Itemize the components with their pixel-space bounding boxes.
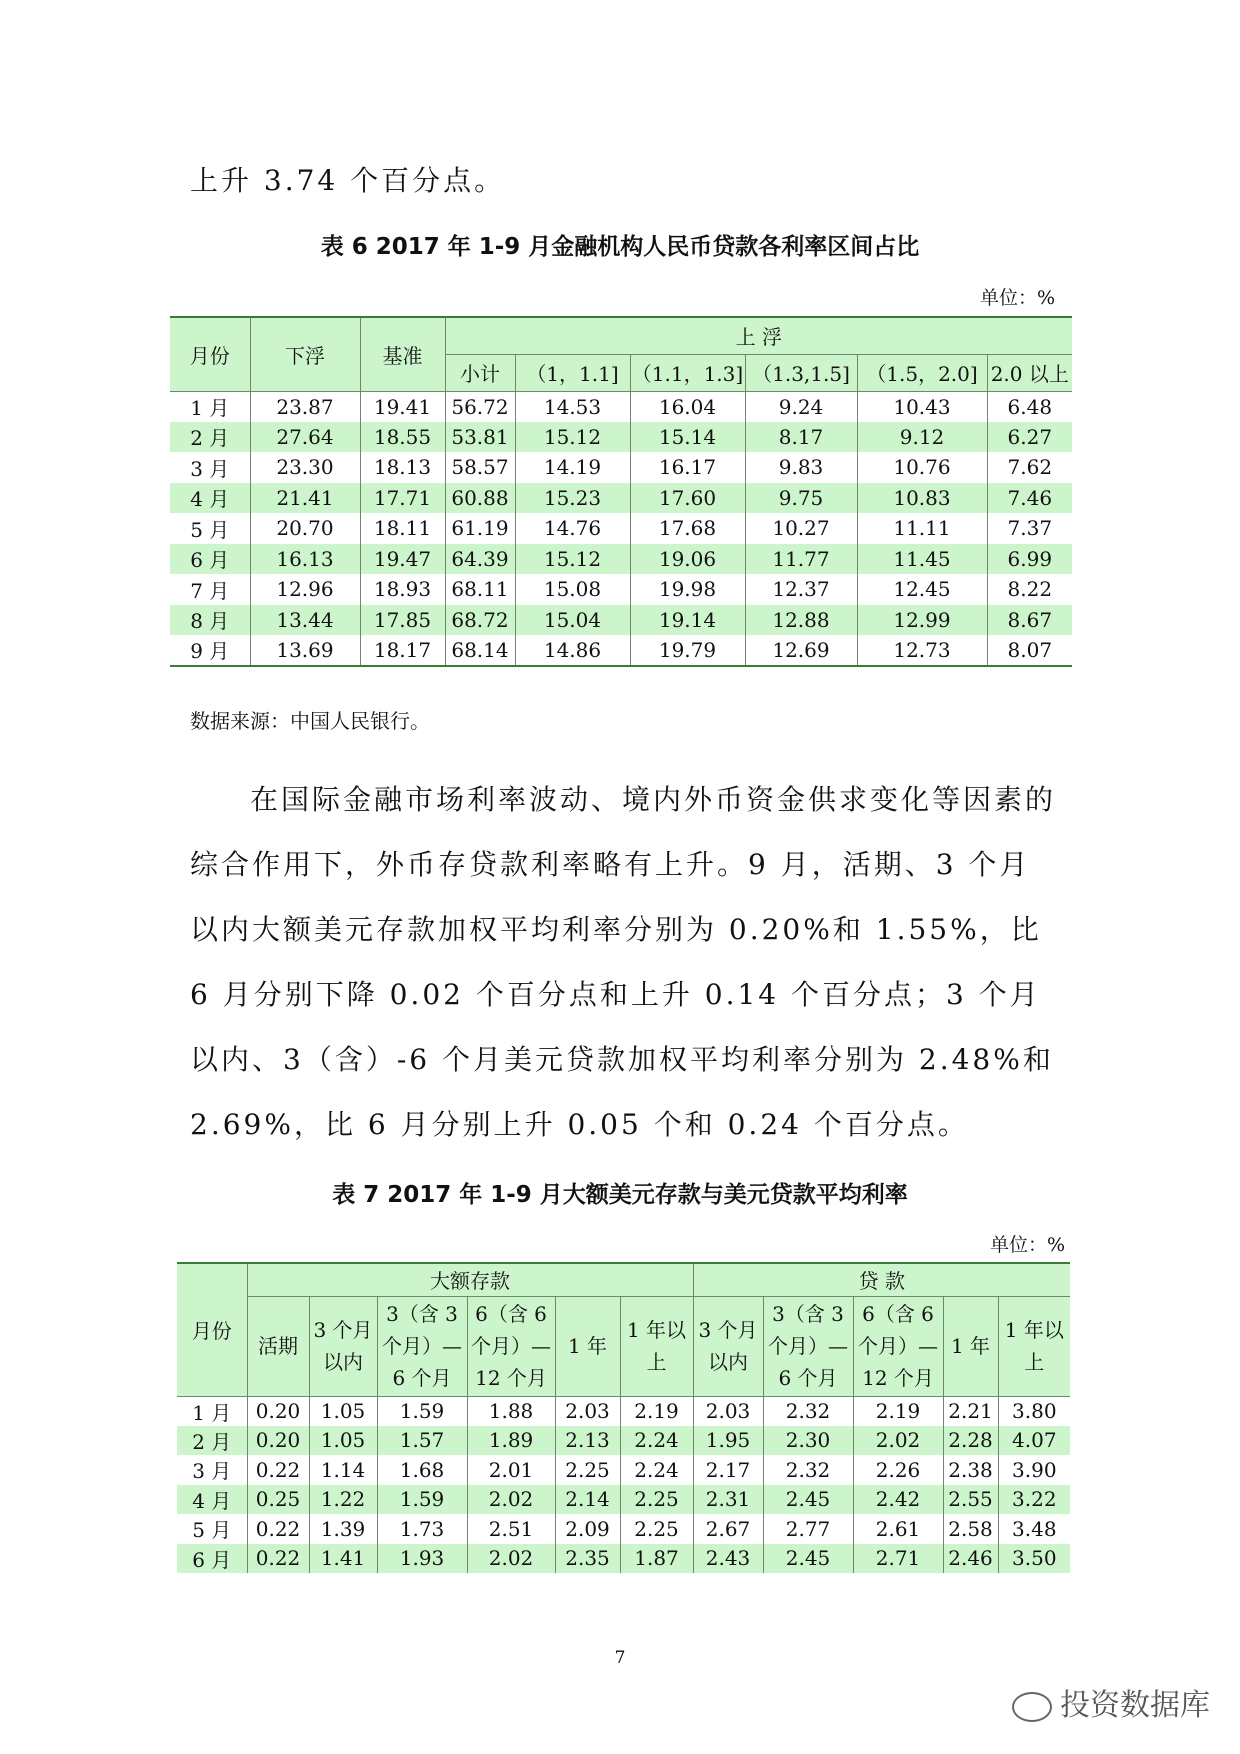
row-month: 3 月 — [170, 452, 250, 483]
table-cell: 13.44 — [250, 605, 360, 636]
table-cell: 0.20 — [247, 1426, 309, 1456]
t7-subheader: 1 年 — [555, 1296, 620, 1396]
table-cell: 15.23 — [515, 483, 630, 514]
t7-subheader: 1 年以上 — [998, 1296, 1070, 1396]
row-month: 4 月 — [177, 1485, 247, 1515]
table-cell: 2.02 — [853, 1426, 943, 1456]
table-cell: 2.09 — [555, 1514, 620, 1544]
table-cell: 0.25 — [247, 1485, 309, 1515]
table-cell: 6.27 — [987, 422, 1072, 453]
t6-header-up: 上 浮 — [445, 317, 1072, 354]
table-cell: 3.22 — [998, 1485, 1070, 1515]
table-cell: 68.72 — [445, 605, 515, 636]
row-month: 5 月 — [177, 1514, 247, 1544]
table-cell: 12.99 — [857, 605, 987, 636]
table-cell: 2.45 — [763, 1544, 853, 1574]
table6-caption: 表 6 2017 年 1-9 月金融机构人民币贷款各利率区间占比 — [320, 234, 920, 260]
table-cell: 19.06 — [630, 544, 745, 575]
table-cell: 9.83 — [745, 452, 857, 483]
t7-subheader: 1 年以上 — [620, 1296, 693, 1396]
t6-subheader: （1.5，2.0] — [857, 354, 987, 391]
table-cell: 1.05 — [309, 1426, 377, 1456]
body-paragraph: 在国际金融市场利率波动、境内外币资金供求变化等因素的综合作用下，外币存贷款利率略有上升。9 月，活期、3 个月以内大额美元存款加权平均利率分别为 0.20%和 1.55%，比 6 月分别下降 0.02 个百分点和上升 0.14 个百分点；3 个月以内、3（含）-6 个月美元贷款加权平均利率分别为 2.48%和 2.69%，比 6 月分别上升 0.05 个和 0.24 个百分点。 — [190, 783, 1057, 1141]
table6 — [170, 316, 1072, 667]
table-cell: 7.37 — [987, 513, 1072, 544]
t6-subheader: 小计 — [445, 354, 515, 391]
watermark-text: 投资数据库 — [1060, 1688, 1210, 1723]
table-cell: 1.41 — [309, 1544, 377, 1574]
table-cell: 1.14 — [309, 1455, 377, 1485]
table6-source: 数据来源：中国人民银行。 — [190, 709, 430, 733]
row-month: 5 月 — [170, 513, 250, 544]
table-cell: 12.88 — [745, 605, 857, 636]
table-cell: 11.77 — [745, 544, 857, 575]
table-cell: 9.12 — [857, 422, 987, 453]
table-cell: 1.89 — [467, 1426, 555, 1456]
table-cell: 1.68 — [377, 1455, 467, 1485]
table-cell: 2.13 — [555, 1426, 620, 1456]
table-cell: 9.75 — [745, 483, 857, 514]
t7-subheader: 3（含 3 个月）—6 个月 — [377, 1296, 467, 1396]
table-cell: 2.30 — [763, 1426, 853, 1456]
t7-subheader: 6（含 6 个月）—12 个月 — [467, 1296, 555, 1396]
table-cell: 3.50 — [998, 1544, 1070, 1574]
table-cell: 12.96 — [250, 574, 360, 605]
table-cell: 53.81 — [445, 422, 515, 453]
table-cell: 3.48 — [998, 1514, 1070, 1544]
table7 — [177, 1262, 1070, 1573]
table-row — [177, 1485, 1070, 1515]
table-cell: 2.25 — [620, 1485, 693, 1515]
table-cell: 2.19 — [620, 1396, 693, 1426]
table-cell: 2.32 — [763, 1455, 853, 1485]
t6-header-down: 下浮 — [250, 317, 360, 391]
table-cell: 12.69 — [745, 635, 857, 666]
table-cell: 2.77 — [763, 1514, 853, 1544]
table-row — [177, 1544, 1070, 1574]
table-cell: 68.14 — [445, 635, 515, 666]
table-cell: 1.39 — [309, 1514, 377, 1544]
table-cell: 8.07 — [987, 635, 1072, 666]
table-cell: 15.08 — [515, 574, 630, 605]
table-cell: 2.02 — [467, 1485, 555, 1515]
watermark — [1012, 1680, 1210, 1724]
table-row — [177, 1514, 1070, 1544]
table-cell: 1.87 — [620, 1544, 693, 1574]
table-cell: 19.14 — [630, 605, 745, 636]
table-cell: 16.04 — [630, 391, 745, 422]
t7-header-loan: 贷 款 — [693, 1263, 1070, 1296]
table-cell: 0.20 — [247, 1396, 309, 1426]
table-cell: 17.85 — [360, 605, 445, 636]
row-month: 2 月 — [170, 422, 250, 453]
table-cell: 18.13 — [360, 452, 445, 483]
table-cell: 8.22 — [987, 574, 1072, 605]
t6-header-base: 基准 — [360, 317, 445, 391]
row-month: 9 月 — [170, 635, 250, 666]
table-row — [177, 1455, 1070, 1485]
table-cell: 0.22 — [247, 1544, 309, 1574]
table-cell: 2.14 — [555, 1485, 620, 1515]
table-cell: 14.53 — [515, 391, 630, 422]
table-cell: 2.42 — [853, 1485, 943, 1515]
table-cell: 2.71 — [853, 1544, 943, 1574]
row-month: 3 月 — [177, 1455, 247, 1485]
table-cell: 17.68 — [630, 513, 745, 544]
table-row — [170, 544, 1072, 575]
table-cell: 7.62 — [987, 452, 1072, 483]
table-cell: 1.57 — [377, 1426, 467, 1456]
table7-caption: 表 7 2017 年 1-9 月大额美元存款与美元贷款平均利率 — [332, 1182, 908, 1208]
t7-header-deposit: 大额存款 — [247, 1263, 693, 1296]
table-cell: 64.39 — [445, 544, 515, 575]
t6-subheader: （1，1.1] — [515, 354, 630, 391]
table-cell: 2.38 — [943, 1455, 998, 1485]
t6-subheader: （1.1，1.3] — [630, 354, 745, 391]
table-cell: 2.25 — [620, 1514, 693, 1544]
table-cell: 7.46 — [987, 483, 1072, 514]
table-cell: 15.14 — [630, 422, 745, 453]
t7-subheader: 活期 — [247, 1296, 309, 1396]
table-row — [177, 1426, 1070, 1456]
table-row — [170, 635, 1072, 666]
table-cell: 27.64 — [250, 422, 360, 453]
table-cell: 2.25 — [555, 1455, 620, 1485]
t7-subheader: 1 年 — [943, 1296, 998, 1396]
table-cell: 1.05 — [309, 1396, 377, 1426]
table-cell: 19.47 — [360, 544, 445, 575]
table-cell: 2.26 — [853, 1455, 943, 1485]
table-cell: 18.11 — [360, 513, 445, 544]
table-cell: 2.21 — [943, 1396, 998, 1426]
row-month: 1 月 — [170, 391, 250, 422]
table-cell: 6.99 — [987, 544, 1072, 575]
table-cell: 8.67 — [987, 605, 1072, 636]
table-cell: 2.46 — [943, 1544, 998, 1574]
table-cell: 2.28 — [943, 1426, 998, 1456]
table-cell: 1.88 — [467, 1396, 555, 1426]
table-cell: 2.67 — [693, 1514, 763, 1544]
table-row — [170, 574, 1072, 605]
table-cell: 11.45 — [857, 544, 987, 575]
table-cell: 12.73 — [857, 635, 987, 666]
table-cell: 0.22 — [247, 1514, 309, 1544]
page-number: 7 — [614, 1648, 626, 1668]
table7-unit: 单位：% — [990, 1234, 1066, 1256]
table-cell: 14.86 — [515, 635, 630, 666]
table-cell: 3.90 — [998, 1455, 1070, 1485]
t6-subheader: （1.3,1.5] — [745, 354, 857, 391]
table-cell: 58.57 — [445, 452, 515, 483]
row-month: 6 月 — [177, 1544, 247, 1574]
row-month: 4 月 — [170, 483, 250, 514]
row-month: 6 月 — [170, 544, 250, 575]
table-cell: 2.24 — [620, 1426, 693, 1456]
table-cell: 2.31 — [693, 1485, 763, 1515]
table-cell: 2.51 — [467, 1514, 555, 1544]
t6-header-month: 月份 — [170, 317, 250, 391]
table-row — [170, 513, 1072, 544]
table-cell: 15.12 — [515, 544, 630, 575]
table-cell: 2.32 — [763, 1396, 853, 1426]
table-cell: 56.72 — [445, 391, 515, 422]
table-cell: 14.19 — [515, 452, 630, 483]
table-cell: 12.37 — [745, 574, 857, 605]
row-month: 7 月 — [170, 574, 250, 605]
table-cell: 10.27 — [745, 513, 857, 544]
table-cell: 19.79 — [630, 635, 745, 666]
table-cell: 2.24 — [620, 1455, 693, 1485]
table-row — [170, 452, 1072, 483]
table-cell: 6.48 — [987, 391, 1072, 422]
table-cell: 2.58 — [943, 1514, 998, 1544]
table-cell: 18.55 — [360, 422, 445, 453]
table-row — [170, 605, 1072, 636]
table-row — [170, 391, 1072, 422]
table-cell: 14.76 — [515, 513, 630, 544]
table-cell: 10.43 — [857, 391, 987, 422]
row-month: 1 月 — [177, 1396, 247, 1426]
table-cell: 1.73 — [377, 1514, 467, 1544]
table-cell: 8.17 — [745, 422, 857, 453]
table-cell: 2.55 — [943, 1485, 998, 1515]
table-row — [170, 422, 1072, 453]
t7-header-month: 月份 — [177, 1263, 247, 1396]
table-cell: 12.45 — [857, 574, 987, 605]
table-cell: 2.03 — [693, 1396, 763, 1426]
table-cell: 10.76 — [857, 452, 987, 483]
table-cell: 19.41 — [360, 391, 445, 422]
table-cell: 16.17 — [630, 452, 745, 483]
table-cell: 23.87 — [250, 391, 360, 422]
table-cell: 15.04 — [515, 605, 630, 636]
t7-subheader: 3 个月以内 — [693, 1296, 763, 1396]
table-cell: 20.70 — [250, 513, 360, 544]
table-cell: 18.17 — [360, 635, 445, 666]
table-cell: 1.59 — [377, 1396, 467, 1426]
table-cell: 2.01 — [467, 1455, 555, 1485]
row-month: 2 月 — [177, 1426, 247, 1456]
table-cell: 17.71 — [360, 483, 445, 514]
table-cell: 2.17 — [693, 1455, 763, 1485]
table6-unit: 单位：% — [980, 287, 1056, 309]
table-cell: 23.30 — [250, 452, 360, 483]
table-cell: 21.41 — [250, 483, 360, 514]
table-cell: 11.11 — [857, 513, 987, 544]
table-cell: 2.03 — [555, 1396, 620, 1426]
table-cell: 15.12 — [515, 422, 630, 453]
table-row — [177, 1396, 1070, 1426]
table-cell: 60.88 — [445, 483, 515, 514]
table-cell: 16.13 — [250, 544, 360, 575]
wechat-icon — [1012, 1692, 1052, 1722]
t7-subheader: 6（含 6 个月）—12 个月 — [853, 1296, 943, 1396]
table-cell: 1.95 — [693, 1426, 763, 1456]
table-cell: 4.07 — [998, 1426, 1070, 1456]
t6-subheader: 2.0 以上 — [987, 354, 1072, 391]
table-cell: 2.35 — [555, 1544, 620, 1574]
table-cell: 13.69 — [250, 635, 360, 666]
table-cell: 2.61 — [853, 1514, 943, 1544]
table-row — [170, 483, 1072, 514]
table-cell: 9.24 — [745, 391, 857, 422]
row-month: 8 月 — [170, 605, 250, 636]
table-cell: 10.83 — [857, 483, 987, 514]
table-cell: 18.93 — [360, 574, 445, 605]
table-cell: 0.22 — [247, 1455, 309, 1485]
table-cell: 2.43 — [693, 1544, 763, 1574]
table-cell: 2.45 — [763, 1485, 853, 1515]
top-text: 上升 3.74 个百分点。 — [190, 164, 506, 197]
table-cell: 19.98 — [630, 574, 745, 605]
table-cell: 61.19 — [445, 513, 515, 544]
table-cell: 1.59 — [377, 1485, 467, 1515]
table-cell: 17.60 — [630, 483, 745, 514]
table-cell: 1.22 — [309, 1485, 377, 1515]
table-cell: 3.80 — [998, 1396, 1070, 1426]
t7-subheader: 3 个月以内 — [309, 1296, 377, 1396]
table-cell: 2.19 — [853, 1396, 943, 1426]
table-cell: 68.11 — [445, 574, 515, 605]
table-cell: 2.02 — [467, 1544, 555, 1574]
table-cell: 1.93 — [377, 1544, 467, 1574]
t7-subheader: 3（含 3 个月）—6 个月 — [763, 1296, 853, 1396]
